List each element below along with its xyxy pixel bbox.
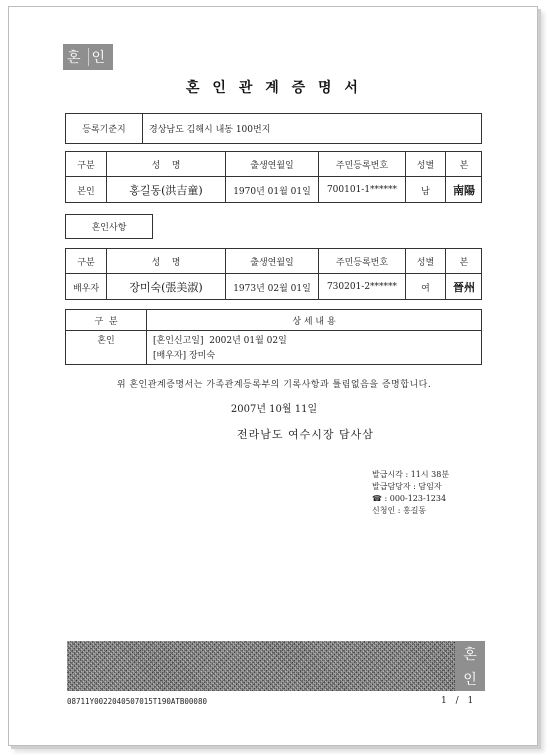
header-birth: 출생연월일 [250,160,294,171]
detail-header-category: 구 분 [94,316,118,327]
person-category: 본인 [77,186,95,197]
person-origin: 南陽 [453,184,475,197]
person-id: 700101-1****** [326,185,398,195]
certification-statement: 위 혼인관계증명서는 가족관계등록부의 기록사항과 틀림없음을 증명합니다. [116,380,432,390]
spouse-header-birth: 출생연월일 [250,257,294,268]
issue-phone: ☎ : 000-123-1234 [372,494,447,503]
issue-info [372,469,449,517]
page-number: 1 / 1 [441,696,477,706]
registration-value: 경상남도 김해시 내동 100번지 [149,125,271,135]
spouse-name: 장미숙(張美淑) [129,281,203,294]
spouse-birth: 1973년 02월 01일 [233,283,311,294]
stamp-seal-bottom [455,641,485,691]
spouse-id: 730201-2****** [326,282,398,292]
header-origin: 본 [459,160,469,171]
issue-date: 2007년 10월 11일 [230,404,318,415]
spouse-header-gender: 성별 [416,257,435,268]
detail-category: 혼인 [97,335,115,346]
header-id: 주민등록번호 [335,160,389,171]
stamp-char-left: 혼 [66,50,85,66]
person-name: 홍길동(洪吉童) [129,184,203,197]
spouse-header-category: 구분 [77,257,95,268]
person-gender: 남 [421,186,430,197]
stamp-char-right: 인 [91,50,110,66]
spouse-table [65,248,482,300]
header-gender: 성별 [416,160,435,171]
detail-spouse: [배우자] 장미숙 [153,351,216,361]
detail-header-content: 상 세 내 용 [292,316,336,327]
security-barcode-pattern [67,641,457,691]
spouse-origin: 晉州 [453,281,475,294]
certificate-page [8,6,538,746]
document-serial: 08711Y0022040507015T190ATB00080 [67,697,207,706]
spouse-category: 배우자 [72,283,100,294]
person-table [65,151,482,203]
spouse-gender: 여 [421,283,430,294]
spouse-header-id: 주민등록번호 [335,257,389,268]
spouse-header-name: 성 명 [151,257,181,268]
header-category: 구분 [77,160,95,171]
issuer-name: 전라남도 여수시장 담사삼 [237,428,374,441]
registration-label: 등록기준지 [82,125,126,135]
header-name: 성 명 [151,160,181,171]
detail-table [65,309,482,365]
spouse-header-origin: 본 [459,257,469,268]
issue-officer: 발급담당자 : 담임자 [372,482,442,491]
issue-applicant: 신청인 : 홍길동 [372,506,427,515]
person-birth: 1970년 01월 01일 [233,186,311,197]
stamp-char-bottom: 인 [463,671,477,688]
issue-time: 발급시각 : 11시 38분 [372,470,450,479]
document-title: 혼 인 관 계 증 명 서 [186,80,362,96]
stamp-seal-top [63,44,113,70]
registration-box [65,113,482,144]
stamp-char-top: 혼 [463,646,477,663]
section-label: 혼인사항 [91,223,127,233]
detail-marriage-date: [혼인신고일] 2002년 01월 02일 [153,336,287,346]
section-label-box [65,214,153,239]
